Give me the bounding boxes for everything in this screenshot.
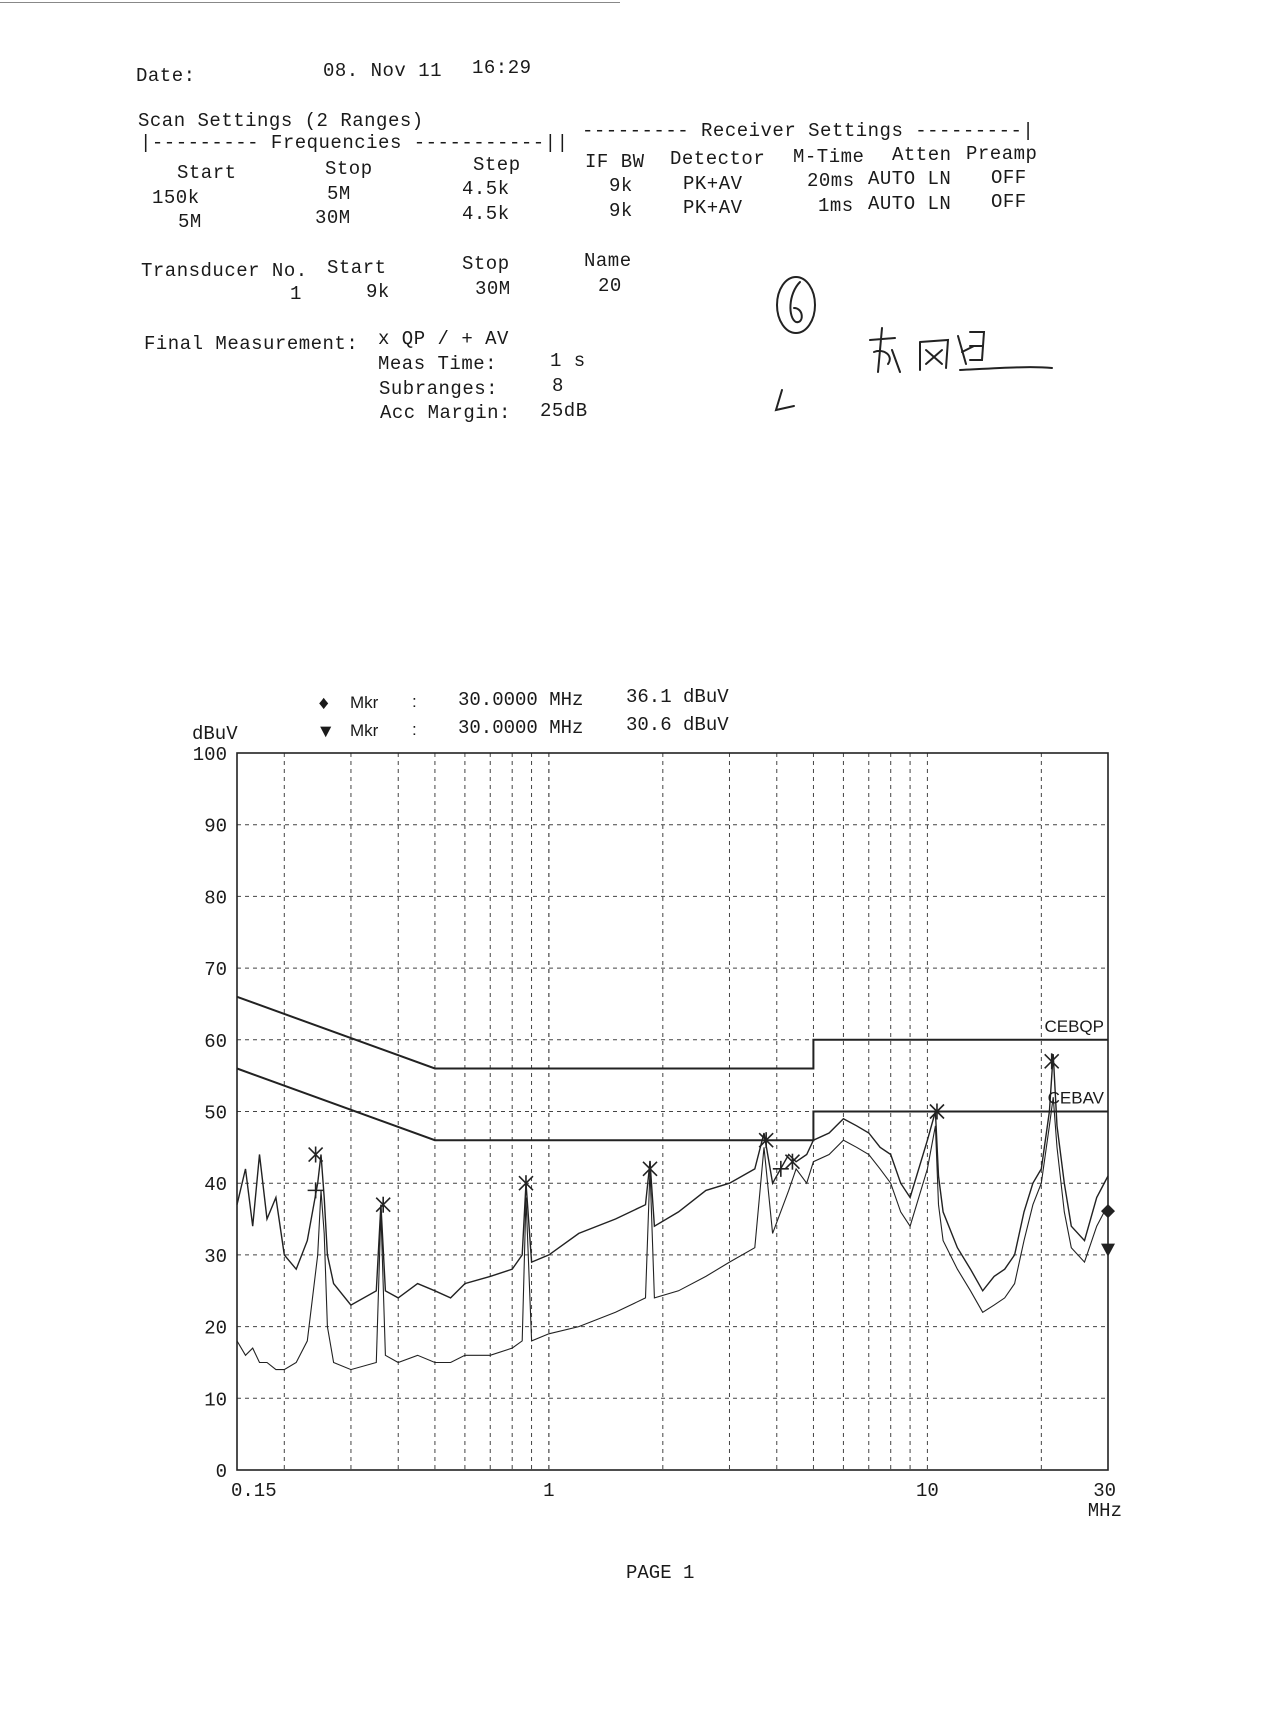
range1-detector: PK+AV (683, 173, 743, 195)
col-stop: Stop (325, 158, 373, 180)
limit-lines (237, 997, 1108, 1140)
range1-mtime: 20ms (807, 170, 855, 192)
limit-line-label: CEBQP (1044, 1016, 1104, 1036)
y-tick-label: 70 (204, 959, 227, 982)
y-tick-label: 30 (204, 1245, 227, 1268)
col-mtime: M-Time (793, 146, 865, 168)
range1-start: 150k (152, 187, 200, 209)
transducer-no: 1 (290, 283, 302, 305)
time-value: 16:29 (472, 57, 532, 79)
transducer-name: 20 (598, 275, 622, 297)
marker-2-level: 30.6 dBuV (626, 714, 729, 736)
range2-ifbw: 9k (609, 200, 633, 222)
marker-2-label: Mkr (350, 721, 379, 740)
range1-atten: AUTO LN (868, 168, 952, 190)
marker-diamond (1101, 1204, 1115, 1218)
meas-time-value: 1 s (550, 350, 586, 372)
range1-preamp: OFF (991, 167, 1027, 189)
final-measurement-value: x QP / + AV (378, 328, 509, 350)
marker-1-sep: : (412, 692, 417, 711)
range2-step: 4.5k (462, 203, 510, 225)
y-tick-label: 90 (204, 815, 227, 838)
col-step: Step (473, 154, 521, 176)
col-start: Start (177, 162, 237, 184)
qp-point (1045, 1053, 1059, 1069)
marker-readouts (318, 686, 729, 743)
acc-margin-value: 25dB (540, 400, 588, 422)
col-detector: Detector (670, 148, 766, 170)
range2-detector: PK+AV (683, 197, 743, 219)
y-tick-label: 0 (215, 1461, 227, 1483)
marker-2-sep: : (412, 720, 417, 739)
av-point (773, 1161, 789, 1177)
x-tick-label: 10 (915, 1480, 939, 1502)
qp-point (519, 1175, 533, 1191)
y-tick-label: 50 (204, 1102, 227, 1125)
marker-2-freq: 30.0000 MHz (458, 717, 584, 739)
x-ticks (231, 1480, 1116, 1502)
marker-1-freq: 30.0000 MHz (458, 689, 584, 711)
col-atten: Atten (892, 144, 952, 166)
marker-2-symbol: ▼ (320, 721, 332, 743)
range1-ifbw: 9k (609, 175, 633, 197)
subranges-label: Subranges: (379, 378, 499, 400)
transducer-start: 9k (366, 281, 390, 303)
marker-1-level: 36.1 dBuV (626, 686, 729, 708)
measurement-points (308, 1053, 1115, 1256)
range2-atten: AUTO LN (868, 193, 952, 215)
transducer-name-label: Name (584, 250, 632, 272)
date-label: Date: (136, 65, 196, 87)
frequencies-banner: |--------- Frequencies -----------|| (140, 132, 569, 154)
y-tick-label: 60 (204, 1030, 227, 1053)
y-tick-label: 10 (204, 1389, 227, 1412)
series-line-peak (237, 1054, 1108, 1305)
x-tick-label: 30 (1093, 1480, 1116, 1502)
receiver-banner: --------- Receiver Settings ---------| (582, 120, 1035, 142)
transducer-stop: 30M (475, 278, 511, 300)
range2-start: 5M (178, 211, 202, 233)
y-axis-label: dBuV (192, 723, 238, 745)
y-tick-label: 100 (192, 744, 227, 766)
range1-step: 4.5k (462, 178, 510, 200)
date-value: 08. Nov 11 (323, 60, 443, 82)
y-ticks (193, 744, 227, 1483)
subranges-value: 8 (552, 375, 564, 397)
page-label: PAGE 1 (626, 1562, 695, 1584)
series (237, 1054, 1108, 1370)
range1-stop: 5M (327, 183, 351, 205)
x-axis-label: MHz (1087, 1500, 1122, 1522)
acc-margin-label: Acc Margin: (380, 402, 511, 424)
y-tick-label: 20 (204, 1317, 227, 1340)
transducer-stop-label: Stop (462, 253, 510, 275)
x-tick-label: 1 (543, 1480, 555, 1502)
range2-mtime: 1ms (818, 195, 854, 217)
x-tick-label: 0.15 (231, 1480, 277, 1502)
marker-1-symbol: ♦ (318, 693, 330, 715)
range2-preamp: OFF (991, 191, 1027, 213)
col-preamp: Preamp (966, 143, 1038, 165)
limit-line-label: CEBAV (1047, 1088, 1104, 1108)
y-tick-label: 80 (204, 887, 227, 910)
range2-stop: 30M (315, 207, 351, 229)
y-tick-label: 40 (204, 1174, 227, 1197)
marker-1-label: Mkr (350, 693, 379, 712)
meas-time-label: Meas Time: (378, 353, 498, 375)
series-line-average (237, 1097, 1108, 1369)
transducer-start-label: Start (327, 257, 387, 279)
limit-line (237, 997, 1108, 1069)
final-measurement-label: Final Measurement: (144, 333, 359, 355)
transducer-label: Transducer No. (141, 260, 308, 282)
qp-point (376, 1197, 390, 1213)
limit-line (237, 1069, 1108, 1141)
col-ifbw: IF BW (585, 151, 645, 173)
qp-point (643, 1161, 657, 1177)
scan-settings-title: Scan Settings (2 Ranges) (138, 110, 424, 132)
